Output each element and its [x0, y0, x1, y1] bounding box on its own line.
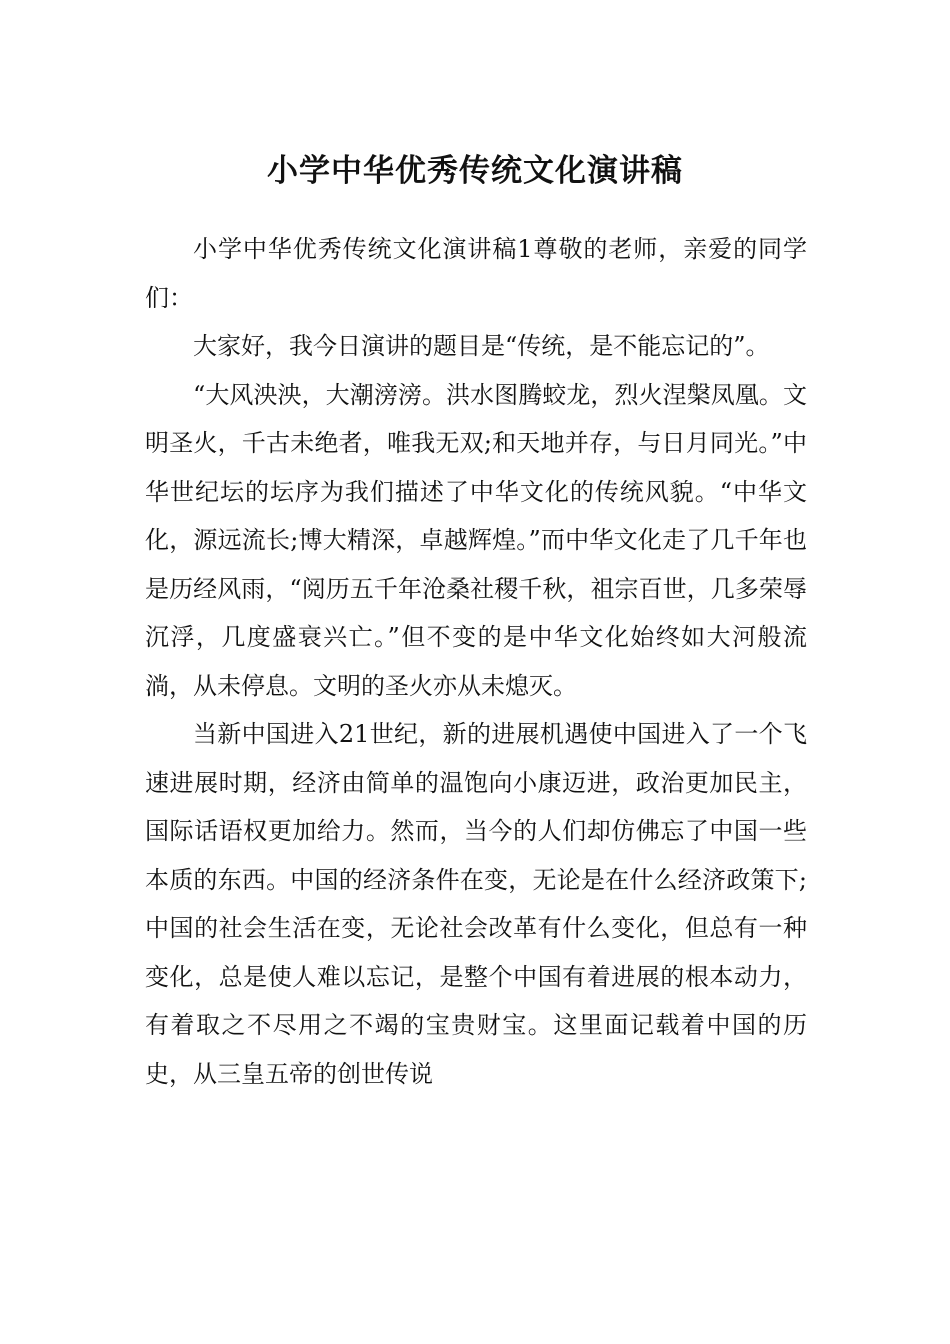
- paragraph-1: 小学中华优秀传统文化演讲稿1尊敬的老师，亲爱的同学们：: [145, 235, 807, 312]
- paragraph-3: “大风泱泱，大潮滂滂。洪水图腾蛟龙，烈火涅槃凤凰。文明圣火，千古未绝者，唯我无双;和天地并存，与日月同光。”中华世纪坛的坛序为我们描述了中华文化的传统风貌。“中华文化，源远流长;博大精深，卓越辉煌。”而中华文化走了几千年也是历经风雨，“阅历五千年沧桑社稷千秋，祖宗百世，几多荣辱沉浮，几度盛衰兴亡。”但不变的是中华文化始终如大河般流淌，从未停息。文明的圣火亦从未熄灭。: [145, 380, 807, 700]
- paragraph-2: 大家好，我今日演讲的题目是“传统，是不能忘记的”。: [193, 332, 770, 360]
- document-title: 小学中华优秀传统文化演讲稿: [267, 152, 683, 189]
- document-body: [145, 225, 807, 1098]
- paragraph-4: 当新中国进入21世纪，新的进展机遇使中国进入了一个飞速进展时期，经济由简单的温饱向小康迈进，政治更加民主，国际话语权更加给力。然而，当今的人们却仿佛忘了中国一些本质的东西。中国的经济条件在变，无论是在什么经济政策下;中国的社会生活在变，无论社会改革有什么变化，但总有一种变化，总是使人难以忘记，是整个中国有着进展的根本动力，有着取之不尽用之不竭的宝贵财宝。这里面记载着中国的历史，从三皇五帝的创世传说: [145, 720, 807, 1088]
